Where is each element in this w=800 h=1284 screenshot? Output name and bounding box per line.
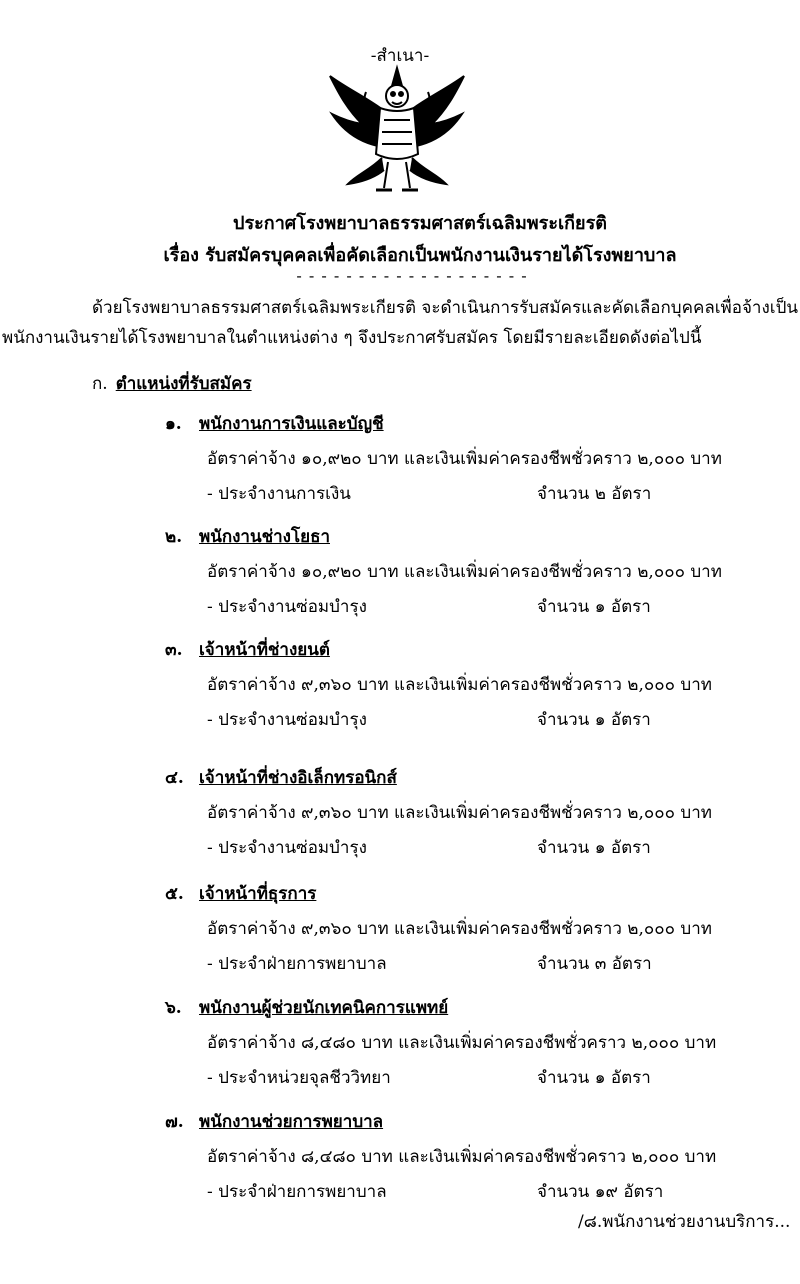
position-name: พนักงานช่างโยธา — [199, 527, 330, 547]
position-name: เจ้าหน้าที่ช่างยนต์ — [199, 640, 330, 660]
position-rate: อัตราค่าจ้าง ๘,๔๘๐ บาท และเงินเพิ่มค่าครองชีพชั่วคราว ๒,๐๐๐ บาท — [207, 1033, 717, 1053]
position-dept: - ประจำงานซ่อมบำรุง — [207, 597, 367, 617]
position-number: ๗. — [165, 1112, 184, 1132]
position-count: จำนวน ๑ อัตรา — [537, 1068, 651, 1088]
position-name: พนักงานผู้ช่วยนักเทคนิคการแพทย์ — [199, 998, 449, 1018]
position-dept: - ประจำงานซ่อมบำรุง — [207, 838, 367, 858]
position-rate: อัตราค่าจ้าง ๑๐,๙๒๐ บาท และเงินเพิ่มค่าครองชีพชั่วคราว ๒,๐๐๐ บาท — [207, 449, 722, 469]
position-count: จำนวน ๒ อัตรา — [537, 484, 652, 504]
position-dept: - ประจำฝ่ายการพยาบาล — [207, 1182, 387, 1202]
separator: - - - - - - - - - - - - - - - - - - - — [296, 266, 528, 285]
position-count: จำนวน ๑๙ อัตรา — [537, 1182, 664, 1202]
position-item — [165, 994, 725, 1088]
position-dept: - ประจำหน่วยจุลชีววิทยา — [207, 1068, 391, 1088]
position-count: จำนวน ๑ อัตรา — [537, 597, 651, 617]
position-rate: อัตราค่าจ้าง ๘,๔๘๐ บาท และเงินเพิ่มค่าครองชีพชั่วคราว ๒,๐๐๐ บาท — [207, 1147, 717, 1167]
position-item — [165, 1108, 725, 1202]
position-number: ๓. — [165, 640, 183, 660]
announcement-title: ประกาศโรงพยาบาลธรรมศาสตร์เฉลิมพระเกียรติ — [233, 213, 607, 234]
position-rate: อัตราค่าจ้าง ๙,๓๖๐ บาท และเงินเพิ่มค่าครองชีพชั่วคราว ๒,๐๐๐ บาท — [207, 803, 712, 823]
position-item — [165, 764, 725, 858]
position-number: ๒. — [165, 527, 183, 547]
announcement-subject: เรื่อง รับสมัครบุคคลเพื่อคัดเลือกเป็นพนักงานเงินรายได้โรงพยาบาล — [163, 245, 677, 266]
position-count: จำนวน ๑ อัตรา — [537, 710, 651, 730]
position-item — [165, 523, 725, 617]
position-dept: - ประจำงานซ่อมบำรุง — [207, 710, 367, 730]
position-number: ๔. — [165, 768, 184, 788]
section-title: ตำแหน่งที่รับสมัคร — [115, 374, 252, 394]
section-letter: ก. — [92, 374, 108, 394]
section-heading — [92, 370, 252, 397]
position-item — [165, 636, 725, 730]
garuda-emblem-icon — [322, 62, 472, 198]
position-name: เจ้าหน้าที่ช่างอิเล็กทรอนิกส์ — [199, 768, 397, 788]
position-dept: - ประจำงานการเงิน — [207, 484, 351, 504]
intro-line-2: พนักงานเงินรายได้โรงพยาบาลในตำแหน่งต่าง ๆ จึงประกาศรับสมัคร โดยมีรายละเอียดดังต่อไปนี้ — [2, 328, 702, 348]
position-number: ๑. — [165, 414, 182, 434]
position-name: พนักงานช่วยการพยาบาล — [199, 1112, 384, 1132]
position-name: พนักงานการเงินและบัญชี — [199, 414, 384, 434]
position-rate: อัตราค่าจ้าง ๑๐,๙๒๐ บาท และเงินเพิ่มค่าครองชีพชั่วคราว ๒,๐๐๐ บาท — [207, 562, 722, 582]
position-item — [165, 880, 725, 974]
position-number: ๖. — [165, 998, 182, 1018]
copy-mark: -สำเนา- — [370, 46, 430, 66]
position-name: เจ้าหน้าที่ธุรการ — [199, 884, 317, 904]
position-number: ๕. — [165, 884, 184, 904]
position-rate: อัตราค่าจ้าง ๙,๓๖๐ บาท และเงินเพิ่มค่าครองชีพชั่วคราว ๒,๐๐๐ บาท — [207, 919, 712, 939]
intro-line-1: ด้วยโรงพยาบาลธรรมศาสตร์เฉลิมพระเกียรติ จะดำเนินการรับสมัครและคัดเลือกบุคคลเพื่อจ้างเป็น — [92, 298, 798, 318]
position-count: จำนวน ๑ อัตรา — [537, 838, 651, 858]
position-rate: อัตราค่าจ้าง ๙,๓๖๐ บาท และเงินเพิ่มค่าครองชีพชั่วคราว ๒,๐๐๐ บาท — [207, 675, 712, 695]
position-count: จำนวน ๓ อัตรา — [537, 954, 652, 974]
position-dept: - ประจำฝ่ายการพยาบาล — [207, 954, 387, 974]
continuation-note: /๘.พนักงานช่วยงานบริการ... — [578, 1212, 791, 1232]
position-item — [165, 410, 725, 504]
